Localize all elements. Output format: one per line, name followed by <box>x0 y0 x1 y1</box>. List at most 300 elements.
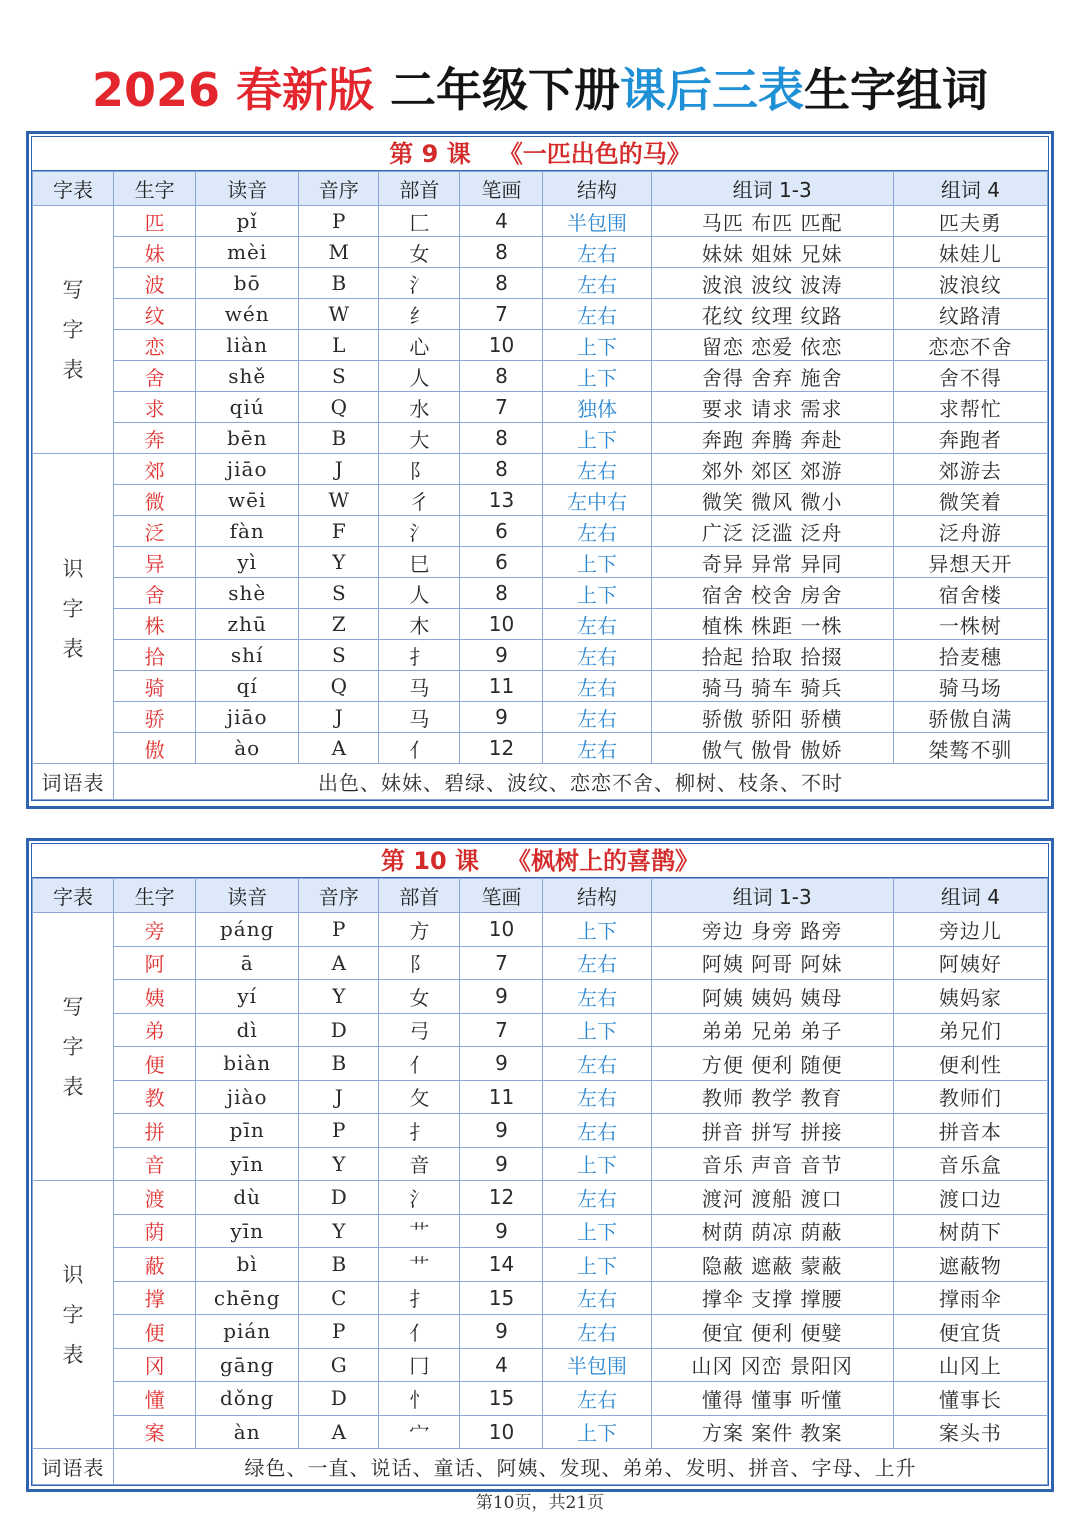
pinyin: ā <box>196 946 299 980</box>
word-combos: 懂得 懂事 听懂 <box>651 1382 893 1416</box>
column-header: 组词 1-3 <box>651 879 893 913</box>
page-title <box>0 55 1080 125</box>
pinyin: jiāo <box>196 454 299 485</box>
word-combos: 阿姨 阿哥 阿妹 <box>651 946 893 980</box>
stroke-count: 7 <box>460 1013 543 1047</box>
initial-letter: G <box>299 1348 379 1382</box>
initial-letter: Y <box>299 1214 379 1248</box>
table-row <box>33 1047 1048 1081</box>
lesson-panel-9 <box>26 131 1054 809</box>
radical: 氵 <box>379 516 460 547</box>
pinyin: bì <box>196 1248 299 1282</box>
structure: 左右 <box>543 702 651 733</box>
character: 求 <box>114 392 196 423</box>
table-row <box>33 946 1048 980</box>
word-combos: 旁边 身旁 路旁 <box>651 913 893 947</box>
character: 案 <box>114 1415 196 1449</box>
vocab-label: 词语表 <box>33 764 114 800</box>
word-combos: 山冈 冈峦 景阳冈 <box>651 1348 893 1382</box>
stroke-count: 7 <box>460 946 543 980</box>
word-combos: 骄傲 骄阳 骄横 <box>651 702 893 733</box>
word-combos: 波浪 波纹 波涛 <box>651 268 893 299</box>
radical: 阝 <box>379 946 460 980</box>
lesson-name: 《枫树上的喜鹊》 <box>507 847 700 875</box>
radical: 弓 <box>379 1013 460 1047</box>
word-combos: 傲气 傲骨 傲娇 <box>651 733 893 764</box>
vocab-row <box>33 764 1048 800</box>
radical: 人 <box>379 578 460 609</box>
structure: 左右 <box>543 1281 651 1315</box>
stroke-count: 14 <box>460 1248 543 1282</box>
column-header: 生字 <box>114 879 196 913</box>
lesson-number: 第 9 课 <box>389 140 471 168</box>
character: 骑 <box>114 671 196 702</box>
word-combo-4: 波浪纹 <box>893 268 1047 299</box>
character: 妹 <box>114 237 196 268</box>
character: 郊 <box>114 454 196 485</box>
initial-letter: Y <box>299 980 379 1014</box>
word-combos: 广泛 泛滥 泛舟 <box>651 516 893 547</box>
radical: 宀 <box>379 1415 460 1449</box>
initial-letter: W <box>299 299 379 330</box>
character: 蔽 <box>114 1248 196 1282</box>
radical: 氵 <box>379 1181 460 1215</box>
word-combos: 隐蔽 遮蔽 蒙蔽 <box>651 1248 893 1282</box>
table-row <box>33 454 1048 485</box>
character: 便 <box>114 1315 196 1349</box>
initial-letter: S <box>299 578 379 609</box>
word-combo-4: 微笑着 <box>893 485 1047 516</box>
write-table-label <box>33 913 114 1181</box>
character: 撑 <box>114 1281 196 1315</box>
initial-letter: J <box>299 1080 379 1114</box>
stroke-count: 9 <box>460 640 543 671</box>
word-combos: 郊外 郊区 郊游 <box>651 454 893 485</box>
pinyin: zhū <box>196 609 299 640</box>
character: 音 <box>114 1147 196 1181</box>
word-combo-4: 宿舍楼 <box>893 578 1047 609</box>
table-row <box>33 1214 1048 1248</box>
word-combo-4: 一株树 <box>893 609 1047 640</box>
table-row <box>33 1248 1048 1282</box>
character: 波 <box>114 268 196 299</box>
word-combo-4: 音乐盒 <box>893 1147 1047 1181</box>
word-combo-4: 拾麦穗 <box>893 640 1047 671</box>
pinyin: fàn <box>196 516 299 547</box>
initial-letter: Q <box>299 392 379 423</box>
structure: 上下 <box>543 578 651 609</box>
lesson-name: 《一匹出色的马》 <box>498 140 691 168</box>
word-combo-4: 姨妈家 <box>893 980 1047 1014</box>
word-combos: 教师 教学 教育 <box>651 1080 893 1114</box>
radical: 纟 <box>379 299 460 330</box>
word-combos: 弟弟 兄弟 弟子 <box>651 1013 893 1047</box>
vocab-list: 绿色、一直、说话、童话、阿姨、发现、弟弟、发明、拼音、字母、上升 <box>114 1449 1048 1485</box>
pinyin: bēn <box>196 423 299 454</box>
structure: 上下 <box>543 1415 651 1449</box>
word-combo-4: 骄傲自满 <box>893 702 1047 733</box>
structure: 左右 <box>543 946 651 980</box>
word-combos: 撑伞 支撑 撑腰 <box>651 1281 893 1315</box>
title-grade: 二年级下册 <box>390 63 621 117</box>
structure: 左右 <box>543 1315 651 1349</box>
initial-letter: A <box>299 1415 379 1449</box>
stroke-count: 4 <box>460 1348 543 1382</box>
pinyin: ào <box>196 733 299 764</box>
header-row <box>33 879 1048 913</box>
column-header: 音序 <box>299 879 379 913</box>
table-row <box>33 392 1048 423</box>
column-header: 字表 <box>33 879 114 913</box>
word-combo-4: 郊游去 <box>893 454 1047 485</box>
word-combo-4: 纹路清 <box>893 299 1047 330</box>
column-header: 字表 <box>33 172 114 206</box>
word-combos: 方便 便利 随便 <box>651 1047 893 1081</box>
stroke-count: 7 <box>460 392 543 423</box>
initial-letter: D <box>299 1013 379 1047</box>
word-combos: 骑马 骑车 骑兵 <box>651 671 893 702</box>
word-combo-4: 弟兄们 <box>893 1013 1047 1047</box>
table-row <box>33 237 1048 268</box>
word-combo-4: 遮蔽物 <box>893 1248 1047 1282</box>
column-header: 笔画 <box>460 172 543 206</box>
structure: 上下 <box>543 547 651 578</box>
stroke-count: 8 <box>460 454 543 485</box>
radical: 人 <box>379 361 460 392</box>
table-row <box>33 206 1048 237</box>
pinyin: qiú <box>196 392 299 423</box>
pinyin: yì <box>196 547 299 578</box>
read-table-label <box>33 454 114 764</box>
column-header: 结构 <box>543 172 651 206</box>
radical: 阝 <box>379 454 460 485</box>
stroke-count: 15 <box>460 1382 543 1416</box>
pinyin: yīn <box>196 1214 299 1248</box>
initial-letter: S <box>299 361 379 392</box>
word-combo-4: 恋恋不舍 <box>893 330 1047 361</box>
structure: 上下 <box>543 1214 651 1248</box>
table-row <box>33 640 1048 671</box>
header-row <box>33 172 1048 206</box>
page-footer: 第10页，共21页 <box>475 1493 605 1513</box>
stroke-count: 6 <box>460 516 543 547</box>
stroke-count: 6 <box>460 547 543 578</box>
table-row <box>33 268 1048 299</box>
word-combo-4: 便利性 <box>893 1047 1047 1081</box>
word-combos: 奇异 异常 异同 <box>651 547 893 578</box>
radical: 巳 <box>379 547 460 578</box>
radical: 冂 <box>379 1348 460 1382</box>
category-char: 识 <box>62 556 84 581</box>
title-edition: 2026 春新版 <box>91 63 375 117</box>
word-combo-4: 便宜货 <box>893 1315 1047 1349</box>
word-combo-4: 骑马场 <box>893 671 1047 702</box>
structure: 左中右 <box>543 485 651 516</box>
character: 泛 <box>114 516 196 547</box>
character: 匹 <box>114 206 196 237</box>
column-header: 读音 <box>196 172 299 206</box>
character: 微 <box>114 485 196 516</box>
table-row <box>33 733 1048 764</box>
table-row <box>33 361 1048 392</box>
table-row <box>33 980 1048 1014</box>
lesson-title <box>32 844 1048 878</box>
stroke-count: 7 <box>460 299 543 330</box>
word-combos: 拼音 拼写 拼接 <box>651 1114 893 1148</box>
stroke-count: 9 <box>460 980 543 1014</box>
structure: 上下 <box>543 423 651 454</box>
structure: 左右 <box>543 671 651 702</box>
pinyin: àn <box>196 1415 299 1449</box>
table-row <box>33 1382 1048 1416</box>
word-combo-4: 阿姨好 <box>893 946 1047 980</box>
title-tables: 课后三表 <box>620 63 805 117</box>
word-combos: 宿舍 校舍 房舍 <box>651 578 893 609</box>
word-combos: 便宜 便利 便嬖 <box>651 1315 893 1349</box>
word-combo-4: 舍不得 <box>893 361 1047 392</box>
character: 异 <box>114 547 196 578</box>
category-char: 字 <box>62 596 84 621</box>
word-combos: 花纹 纹理 纹路 <box>651 299 893 330</box>
category-char: 表 <box>62 357 84 382</box>
column-header: 组词 4 <box>893 172 1047 206</box>
initial-letter: P <box>299 1114 379 1148</box>
column-header: 部首 <box>379 879 460 913</box>
word-combos: 微笑 微风 微小 <box>651 485 893 516</box>
initial-letter: Y <box>299 1147 379 1181</box>
initial-letter: A <box>299 946 379 980</box>
word-combos: 植株 株距 一株 <box>651 609 893 640</box>
word-combo-4: 妹娃儿 <box>893 237 1047 268</box>
lesson-number: 第 10 课 <box>380 847 480 875</box>
radical: 马 <box>379 671 460 702</box>
read-table-label <box>33 1181 114 1449</box>
structure: 上下 <box>543 330 651 361</box>
character: 舍 <box>114 578 196 609</box>
character: 教 <box>114 1080 196 1114</box>
character: 冈 <box>114 1348 196 1382</box>
stroke-count: 9 <box>460 1214 543 1248</box>
table-row <box>33 1114 1048 1148</box>
initial-letter: P <box>299 913 379 947</box>
stroke-count: 9 <box>460 702 543 733</box>
word-combo-4: 异想天开 <box>893 547 1047 578</box>
structure: 左右 <box>543 237 651 268</box>
pinyin: shè <box>196 578 299 609</box>
word-combo-4: 求帮忙 <box>893 392 1047 423</box>
initial-letter: P <box>299 1315 379 1349</box>
radical: 亻 <box>379 1047 460 1081</box>
stroke-count: 4 <box>460 206 543 237</box>
pinyin: chēng <box>196 1281 299 1315</box>
character: 拾 <box>114 640 196 671</box>
word-combo-4: 匹夫勇 <box>893 206 1047 237</box>
character: 骄 <box>114 702 196 733</box>
structure: 左右 <box>543 1382 651 1416</box>
character: 阿 <box>114 946 196 980</box>
radical: 女 <box>379 237 460 268</box>
initial-letter: Q <box>299 671 379 702</box>
stroke-count: 10 <box>460 330 543 361</box>
word-combo-4: 树荫下 <box>893 1214 1047 1248</box>
structure: 独体 <box>543 392 651 423</box>
radical: 方 <box>379 913 460 947</box>
word-combo-4: 懂事长 <box>893 1382 1047 1416</box>
write-table-label <box>33 206 114 454</box>
stroke-count: 10 <box>460 1415 543 1449</box>
initial-letter: F <box>299 516 379 547</box>
character: 渡 <box>114 1181 196 1215</box>
table-row <box>33 547 1048 578</box>
column-header: 笔画 <box>460 879 543 913</box>
initial-letter: B <box>299 268 379 299</box>
column-header: 音序 <box>299 172 379 206</box>
structure: 上下 <box>543 361 651 392</box>
initial-letter: J <box>299 454 379 485</box>
radical: 扌 <box>379 1114 460 1148</box>
stroke-count: 8 <box>460 578 543 609</box>
stroke-count: 10 <box>460 609 543 640</box>
initial-letter: D <box>299 1382 379 1416</box>
structure: 左右 <box>543 516 651 547</box>
initial-letter: B <box>299 423 379 454</box>
structure: 左右 <box>543 980 651 1014</box>
stroke-count: 9 <box>460 1114 543 1148</box>
character: 恋 <box>114 330 196 361</box>
structure: 半包围 <box>543 206 651 237</box>
character: 傲 <box>114 733 196 764</box>
character: 懂 <box>114 1382 196 1416</box>
word-combos: 舍得 舍弃 施舍 <box>651 361 893 392</box>
word-combo-4: 旁边儿 <box>893 913 1047 947</box>
pinyin: shě <box>196 361 299 392</box>
radical: 大 <box>379 423 460 454</box>
lesson-title <box>32 137 1048 171</box>
word-combos: 渡河 渡船 渡口 <box>651 1181 893 1215</box>
initial-letter: C <box>299 1281 379 1315</box>
pinyin: jiāo <box>196 702 299 733</box>
category-char: 写 <box>62 994 84 1019</box>
category-char: 表 <box>62 1342 84 1367</box>
table-row <box>33 578 1048 609</box>
initial-letter: S <box>299 640 379 671</box>
initial-letter: J <box>299 702 379 733</box>
structure: 上下 <box>543 1147 651 1181</box>
initial-letter: A <box>299 733 379 764</box>
initial-letter: B <box>299 1248 379 1282</box>
character-table <box>32 878 1048 1485</box>
vocab-label: 词语表 <box>33 1449 114 1485</box>
radical: 忄 <box>379 1382 460 1416</box>
table-row <box>33 1181 1048 1215</box>
stroke-count: 9 <box>460 1047 543 1081</box>
vocab-row <box>33 1449 1048 1485</box>
word-combo-4: 桀骜不驯 <box>893 733 1047 764</box>
word-combo-4: 山冈上 <box>893 1348 1047 1382</box>
pinyin: páng <box>196 913 299 947</box>
stroke-count: 13 <box>460 485 543 516</box>
stroke-count: 9 <box>460 1315 543 1349</box>
structure: 左右 <box>543 1080 651 1114</box>
pinyin: mèi <box>196 237 299 268</box>
initial-letter: Z <box>299 609 379 640</box>
radical: 彳 <box>379 485 460 516</box>
table-row <box>33 1315 1048 1349</box>
radical: 扌 <box>379 1281 460 1315</box>
pinyin: dù <box>196 1181 299 1215</box>
character: 弟 <box>114 1013 196 1047</box>
character-table <box>32 171 1048 800</box>
radical: 攵 <box>379 1080 460 1114</box>
structure: 左右 <box>543 1047 651 1081</box>
structure: 左右 <box>543 609 651 640</box>
title-words: 生字组词 <box>804 63 989 117</box>
radical: 匚 <box>379 206 460 237</box>
table-row <box>33 330 1048 361</box>
character: 纹 <box>114 299 196 330</box>
radical: 心 <box>379 330 460 361</box>
structure: 左右 <box>543 268 651 299</box>
character: 拼 <box>114 1114 196 1148</box>
pinyin: yīn <box>196 1147 299 1181</box>
word-combos: 奔跑 奔腾 奔赴 <box>651 423 893 454</box>
stroke-count: 8 <box>460 237 543 268</box>
stroke-count: 12 <box>460 1181 543 1215</box>
pinyin: wēi <box>196 485 299 516</box>
table-row <box>33 671 1048 702</box>
pinyin: qí <box>196 671 299 702</box>
radical: 女 <box>379 980 460 1014</box>
initial-letter: L <box>299 330 379 361</box>
initial-letter: D <box>299 1181 379 1215</box>
pinyin: biàn <box>196 1047 299 1081</box>
radical: 亻 <box>379 1315 460 1349</box>
radical: 艹 <box>379 1214 460 1248</box>
structure: 上下 <box>543 1248 651 1282</box>
radical: 亻 <box>379 733 460 764</box>
stroke-count: 11 <box>460 671 543 702</box>
stroke-count: 8 <box>460 361 543 392</box>
pinyin: bō <box>196 268 299 299</box>
pinyin: gāng <box>196 1348 299 1382</box>
radical: 水 <box>379 392 460 423</box>
structure: 左右 <box>543 454 651 485</box>
word-combos: 马匹 布匹 匹配 <box>651 206 893 237</box>
vocab-list: 出色、妹妹、碧绿、波纹、恋恋不舍、柳树、枝条、不时 <box>114 764 1048 800</box>
table-row <box>33 299 1048 330</box>
pinyin: pǐ <box>196 206 299 237</box>
pinyin: pīn <box>196 1114 299 1148</box>
pinyin: liàn <box>196 330 299 361</box>
column-header: 读音 <box>196 879 299 913</box>
table-row <box>33 1281 1048 1315</box>
word-combo-4: 拼音本 <box>893 1114 1047 1148</box>
word-combo-4: 泛舟游 <box>893 516 1047 547</box>
radical: 木 <box>379 609 460 640</box>
table-row <box>33 1415 1048 1449</box>
category-char: 识 <box>62 1262 84 1287</box>
category-char: 表 <box>62 1074 84 1099</box>
pinyin: yí <box>196 980 299 1014</box>
word-combo-4: 教师们 <box>893 1080 1047 1114</box>
character: 旁 <box>114 913 196 947</box>
word-combos: 要求 请求 需求 <box>651 392 893 423</box>
character: 姨 <box>114 980 196 1014</box>
pinyin: jiào <box>196 1080 299 1114</box>
initial-letter: P <box>299 206 379 237</box>
table-row <box>33 485 1048 516</box>
structure: 左右 <box>543 1181 651 1215</box>
